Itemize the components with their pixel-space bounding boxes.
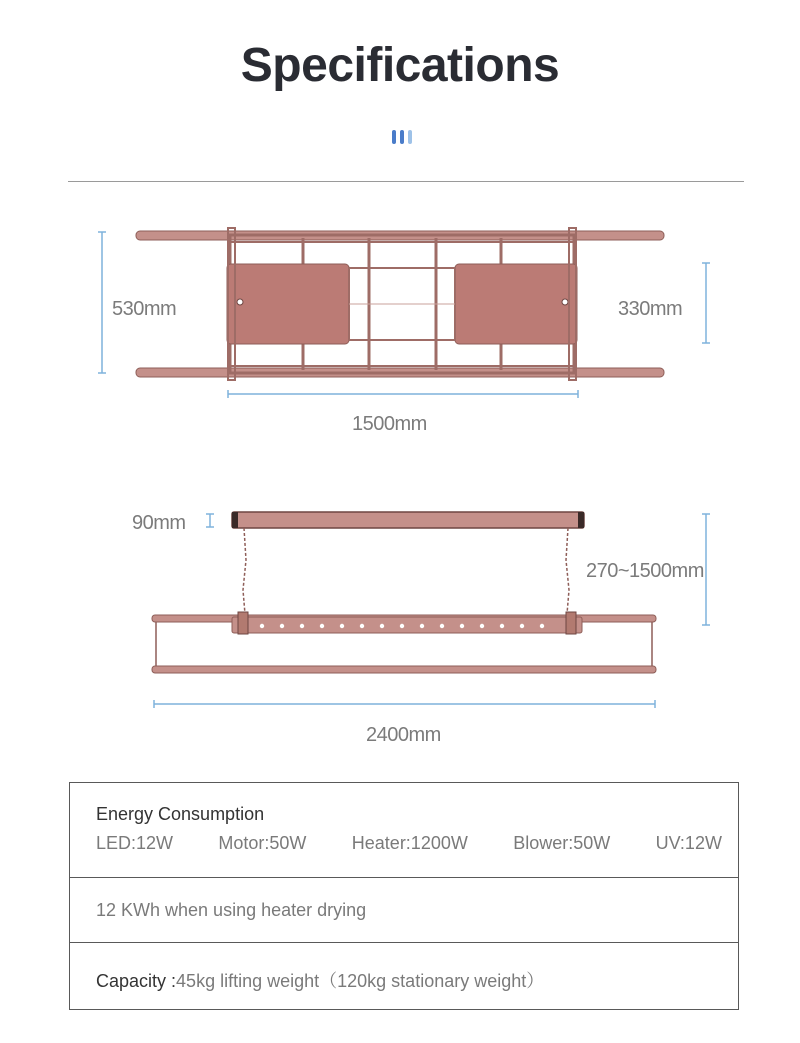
side-view-drawing: [152, 512, 710, 708]
top-view-width-label: 1500mm: [352, 413, 427, 435]
energy-item-heater: Heater:1200W: [351, 833, 468, 853]
energy-heading: Energy Consumption: [96, 804, 265, 824]
energy-row: [70, 783, 738, 877]
side-view-lift-range-label: 270~1500mm: [586, 560, 704, 582]
capacity-value: 45kg lifting weight（120kg stationary weight）: [176, 971, 545, 991]
side-view-length-label: 2400mm: [366, 724, 441, 746]
energy-item-led: LED:12W: [96, 833, 174, 853]
energy-item-motor: Motor:50W: [218, 833, 307, 853]
usage-row: [70, 878, 738, 942]
spec-table: [69, 782, 739, 1010]
energy-items: [96, 833, 722, 854]
page-title: Specifications: [240, 39, 560, 92]
capacity-row: [70, 943, 738, 1009]
top-view-height-label: 530mm: [112, 298, 177, 320]
capacity-label: Capacity :: [96, 971, 177, 991]
usage-text: 12 KWh when using heater drying: [96, 900, 367, 920]
top-view-inner-height-label: 330mm: [618, 298, 683, 320]
capacity-text: [96, 967, 544, 993]
energy-item-blower: Blower:50W: [513, 833, 611, 853]
side-view-thickness-label: 90mm: [132, 512, 186, 534]
energy-item-uv: UV:12W: [655, 833, 722, 853]
